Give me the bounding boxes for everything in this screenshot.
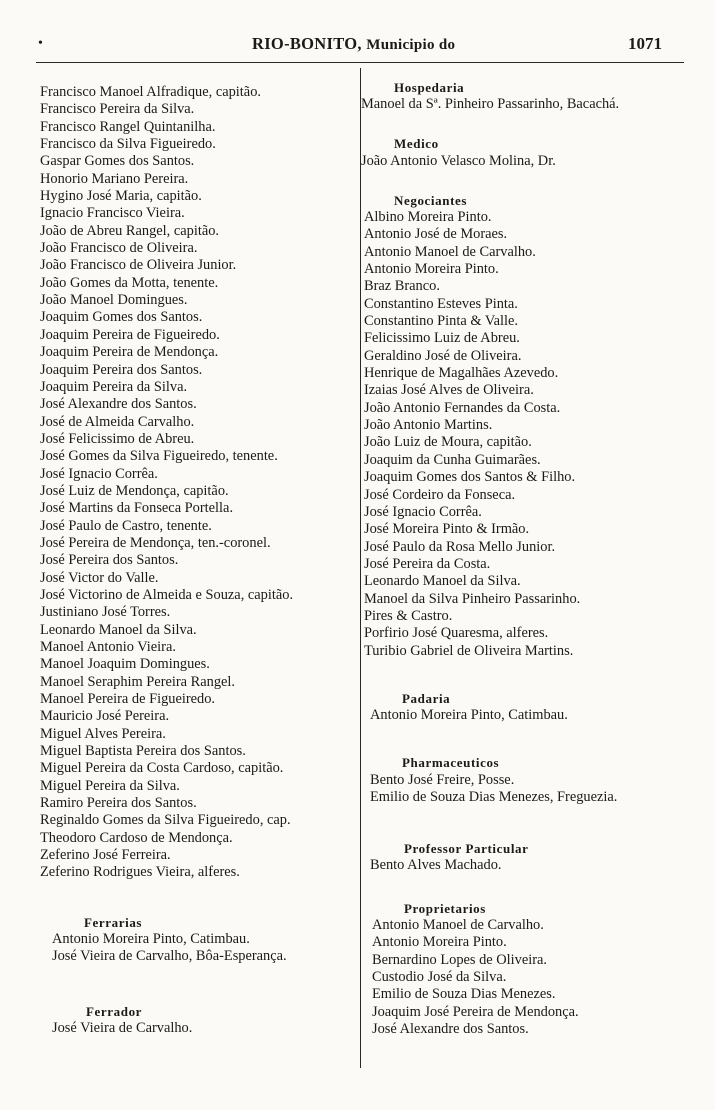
list-item: Mauricio José Pereira. (40, 708, 170, 725)
list-item: José Pereira dos Santos. (40, 552, 179, 569)
ferrarias-list (52, 931, 287, 966)
list-item: Zeferino José Ferreira. (40, 847, 171, 864)
list-item: Henrique de Magalhães Azevedo. (364, 365, 559, 382)
hospedaria-list (361, 96, 619, 113)
section-proprietarios (404, 900, 486, 917)
list-item: Joaquim Pereira da Silva. (40, 378, 188, 395)
list-item: Manoel Seraphim Pereira Rangel. (40, 673, 236, 690)
section-ferrador (86, 1003, 142, 1020)
list-item: Antonio Moreira Pinto, Catimbau. (370, 707, 568, 723)
section-negociantes (394, 192, 467, 209)
section-medico (394, 135, 439, 152)
list-item: Miguel Baptista Pereira dos Santos. (40, 743, 246, 760)
page-header (0, 34, 715, 58)
running-title-rest: Municipio do (366, 37, 456, 53)
list-item: Manoel da Sª. Pinheiro Passarinho, Bacachá. (361, 96, 620, 112)
list-item: Turibio Gabriel de Oliveira Martins. (364, 642, 574, 659)
list-item: Constantino Esteves Pinta. (364, 295, 518, 312)
list-item: João Francisco de Oliveira Junior. (40, 257, 237, 274)
list-item: Porfirio José Quaresma, alferes. (364, 625, 549, 642)
list-item: Leonardo Manoel da Silva. (40, 621, 197, 638)
section-heading: Ferrarias (84, 915, 143, 930)
list-item: João Antonio Velasco Molina, Dr. (361, 153, 556, 169)
list-item: Bernardino Lopes de Oliveira. (372, 951, 548, 968)
list-item: Antonio Manoel de Carvalho. (372, 917, 544, 933)
list-item: José Alexandre dos Santos. (372, 1021, 529, 1038)
list-item: Leonardo Manoel da Silva. (364, 573, 521, 590)
list-item: José Pereira da Costa. (364, 555, 491, 572)
section-padaria (402, 690, 450, 707)
list-item: Manoel Joaquim Domingues. (40, 656, 210, 673)
section-hospedaria (394, 79, 464, 96)
list-item: João Gomes da Motta, tenente. (40, 274, 219, 291)
list-item: José Victor do Valle. (40, 569, 159, 586)
list-item: José Cordeiro da Fonseca. (364, 486, 516, 503)
list-item: Joaquim José Pereira de Mendonça. (372, 1003, 579, 1020)
list-item: José Vieira de Carvalho. (52, 1020, 193, 1036)
list-item: Bento Alves Machado. (370, 857, 502, 873)
list-item: Theodoro Cardoso de Mendonça. (40, 829, 233, 846)
section-heading: Padaria (402, 691, 451, 706)
list-item: Francisco Manoel Alfradique, capitão. (40, 84, 261, 100)
list-item: Miguel Pereira da Costa Cardoso, capitão. (40, 760, 284, 777)
list-item: Izaias José Alves de Oliveira. (364, 382, 534, 399)
list-item: Joaquim Pereira dos Santos. (40, 361, 203, 378)
list-item: João Antonio Fernandes da Costa. (364, 399, 561, 416)
negociantes-list (364, 209, 580, 660)
list-item: José Gomes da Silva Figueiredo, tenente. (40, 448, 278, 465)
list-item: José Paulo da Rosa Mello Junior. (364, 538, 556, 555)
list-item: Ramiro Pereira dos Santos. (40, 795, 197, 812)
list-item: Custodio José da Silva. (372, 969, 507, 986)
list-item: João Francisco de Oliveira. (40, 240, 198, 257)
list-item: Constantino Pinta & Valle. (364, 313, 519, 330)
list-item: Bento José Freire, Posse. (370, 772, 515, 788)
list-item: Reginaldo Gomes da Silva Figueiredo, cap. (40, 812, 291, 829)
section-heading: Pharmaceuticos (402, 755, 500, 770)
list-item: José Pereira de Mendonça, ten.-coronel. (40, 534, 271, 551)
list-item: José de Almeida Carvalho. (40, 413, 195, 430)
list-item: Gaspar Gomes dos Santos. (40, 153, 195, 170)
page-number: 1071 (628, 34, 662, 53)
list-item: Albino Moreira Pinto. (364, 209, 492, 225)
list-item: Antonio Moreira Pinto. (364, 261, 499, 278)
section-ferrarias (84, 914, 142, 931)
header-bullet: • (38, 36, 43, 51)
section-heading: Negociantes (394, 193, 468, 208)
list-item: José Martins da Fonseca Portella. (40, 500, 234, 517)
list-item: Geraldino José de Oliveira. (364, 347, 522, 364)
list-item: Emilio de Souza Dias Menezes, Freguezia. (370, 789, 618, 806)
list-item: José Vieira de Carvalho, Bôa-Esperança. (52, 948, 287, 965)
list-item: Manoel da Silva Pinheiro Passarinho. (364, 590, 581, 607)
ferrador-list (52, 1020, 192, 1037)
list-item: José Luiz de Mendonça, capitão. (40, 482, 229, 499)
list-item: Antonio José de Moraes. (364, 226, 508, 243)
list-item: Manoel Pereira de Figueiredo. (40, 691, 216, 708)
list-item: Antonio Moreira Pinto, Catimbau. (52, 931, 250, 947)
list-item: Joaquim Pereira de Figueiredo. (40, 326, 220, 343)
padaria-list (370, 707, 568, 724)
section-heading: Medico (394, 136, 439, 151)
list-item: José Paulo de Castro, tenente. (40, 517, 212, 534)
section-heading: Professor Particular (404, 841, 529, 856)
list-item: José Moreira Pinto & Irmão. (364, 521, 530, 538)
left-column-names (40, 84, 358, 882)
list-item: Felicissimo Luiz de Abreu. (364, 330, 520, 347)
list-item: José Felicissimo de Abreu. (40, 430, 195, 447)
section-heading: Hospedaria (394, 80, 465, 95)
list-item: José Alexandre dos Santos. (40, 396, 197, 413)
list-item: Joaquim da Cunha Guimarães. (364, 451, 541, 468)
list-item: Antonio Manoel de Carvalho. (364, 243, 536, 260)
list-item: João de Abreu Rangel, capitão. (40, 222, 220, 239)
list-item: Francisco da Silva Figueiredo. (40, 136, 216, 153)
section-professor (404, 840, 529, 857)
medico-list (361, 153, 556, 170)
section-heading: Proprietarios (404, 901, 486, 916)
list-item: Miguel Pereira da Silva. (40, 777, 180, 794)
column-divider (360, 68, 361, 1068)
list-item: Francisco Rangel Quintanilha. (40, 118, 216, 135)
section-heading: Ferrador (86, 1004, 143, 1019)
list-item: Joaquim Pereira de Mendonça. (40, 344, 219, 361)
list-item: José Ignacio Corrêa. (40, 465, 158, 482)
list-item: Braz Branco. (364, 278, 440, 295)
list-item: José Ignacio Corrêa. (364, 503, 482, 520)
professor-list (370, 857, 502, 874)
list-item: Honorio Mariano Pereira. (40, 170, 189, 187)
list-item: João Manoel Domingues. (40, 292, 188, 309)
list-item: Ignacio Francisco Vieira. (40, 205, 185, 222)
running-title-place: RIO-BONITO, (252, 34, 362, 53)
list-item: João Luiz de Moura, capitão. (364, 434, 532, 451)
list-item: Miguel Alves Pereira. (40, 725, 166, 742)
list-item: Antonio Moreira Pinto. (372, 934, 507, 951)
list-item: Emilio de Souza Dias Menezes. (372, 986, 556, 1003)
list-item: Manoel Antonio Vieira. (40, 639, 176, 655)
running-title (252, 34, 455, 54)
list-item: Joaquim Gomes dos Santos. (40, 309, 203, 326)
list-item: Pires & Castro. (364, 607, 453, 624)
list-item: João Antonio Martins. (364, 417, 493, 434)
section-pharmaceuticos (402, 754, 499, 771)
list-item: Francisco Pereira da Silva. (40, 101, 195, 118)
list-item: Justiniano José Torres. (40, 604, 171, 621)
pharmaceuticos-list (370, 772, 617, 807)
list-item: José Victorino de Almeida e Souza, capitão. (40, 586, 294, 603)
list-item: Hygino José Maria, capitão. (40, 188, 202, 205)
proprietarios-list (372, 917, 579, 1038)
list-item: Zeferino Rodrigues Vieira, alferes. (40, 864, 240, 881)
list-item: Joaquim Gomes dos Santos & Filho. (364, 469, 576, 486)
header-rule (36, 62, 684, 63)
